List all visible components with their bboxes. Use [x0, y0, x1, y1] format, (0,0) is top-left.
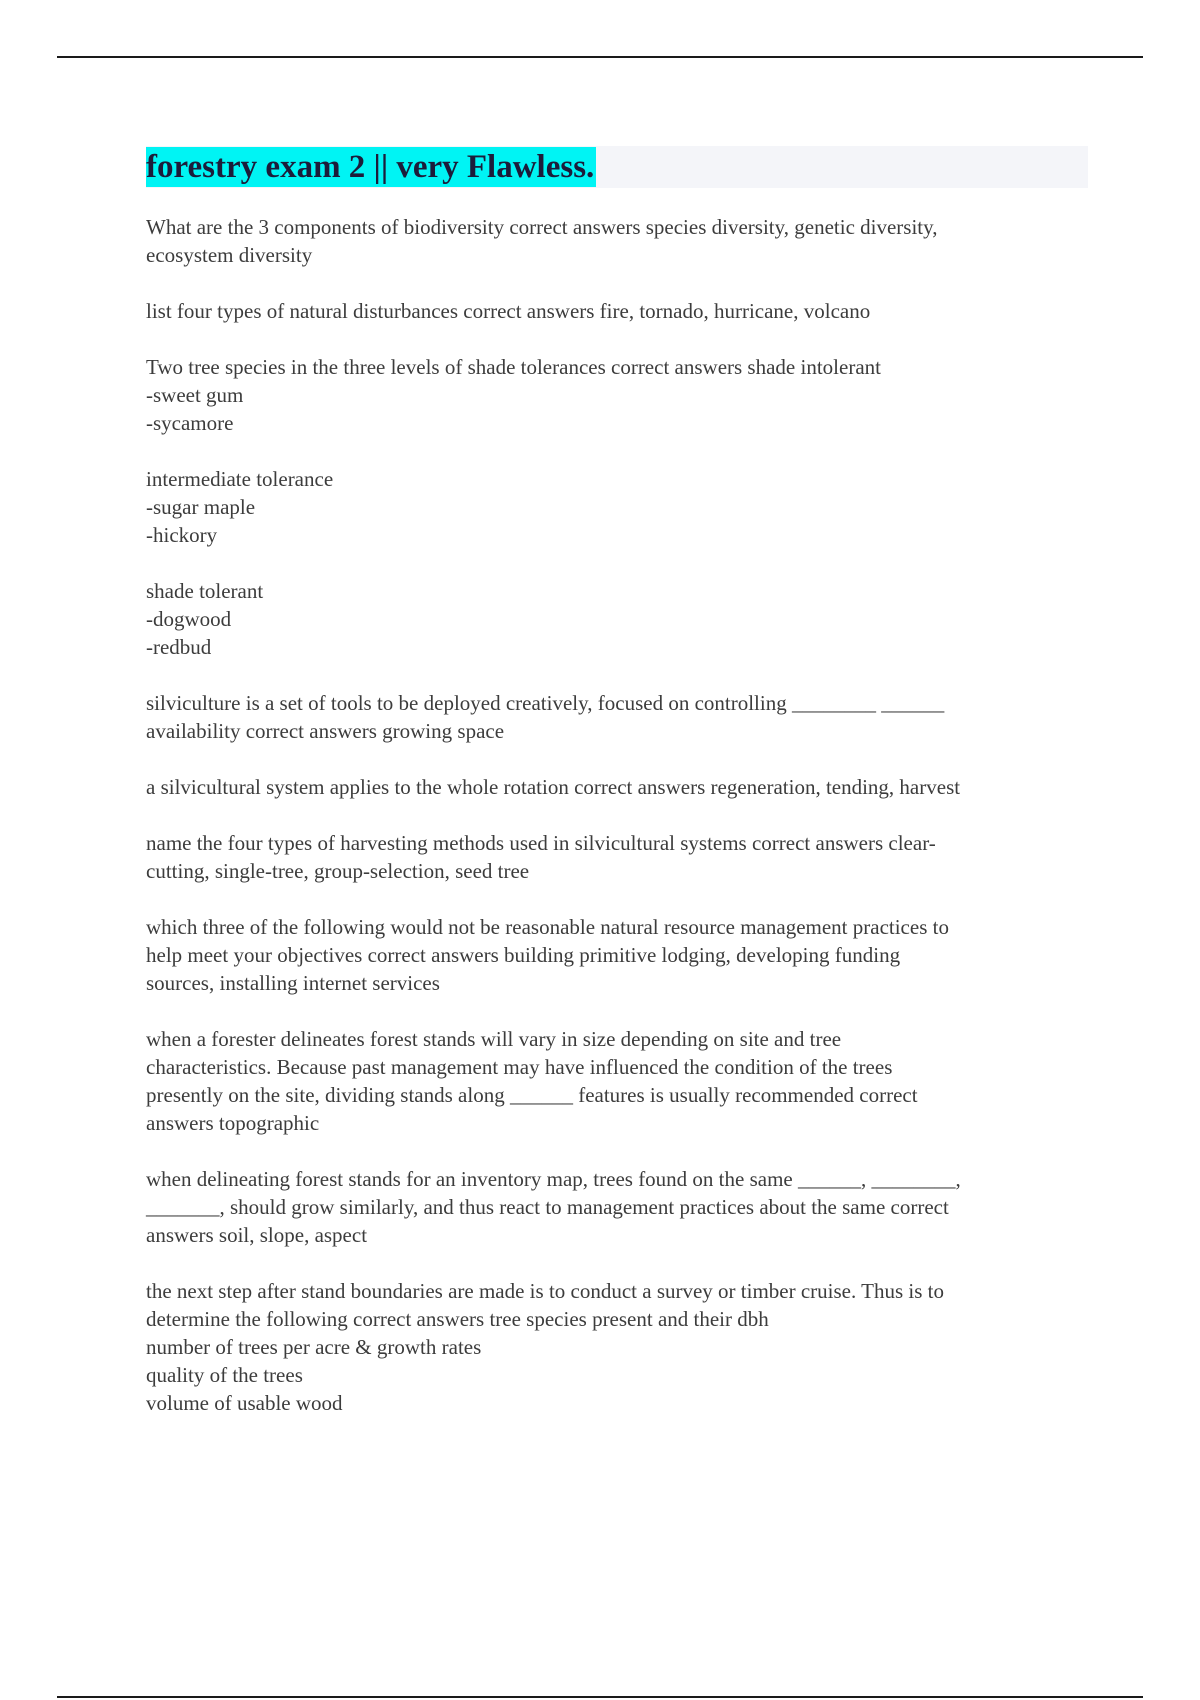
text-line: number of trees per acre & growth rates: [146, 1335, 482, 1359]
text-line: list four types of natural disturbances correct answers fire, tornado, hurricane, volcano: [146, 299, 871, 323]
text-line: sources, installing internet services: [146, 971, 440, 995]
text-line: -hickory: [146, 523, 218, 547]
text-line: determine the following correct answers tree species present and their dbh: [146, 1307, 769, 1331]
text-line: answers topographic: [146, 1111, 320, 1135]
text-line: presently on the site, dividing stands along ______ features is usually recommended correct: [146, 1083, 918, 1107]
text-line: quality of the trees: [146, 1363, 303, 1387]
text-line: Two tree species in the three levels of shade tolerances correct answers shade intolerant: [146, 355, 881, 379]
text-line: -dogwood: [146, 607, 232, 631]
text-line: when a forester delineates forest stands will vary in size depending on site and tree: [146, 1027, 842, 1051]
text-line: name the four types of harvesting methods used in silvicultural systems correct answers clear-: [146, 831, 936, 855]
text-line: help meet your objectives correct answers building primitive lodging, developing funding: [146, 943, 901, 967]
text-line: -sycamore: [146, 411, 234, 435]
qa-paragraph: [146, 829, 1096, 885]
qa-paragraph: [146, 577, 1096, 661]
qa-paragraph: [146, 1025, 1096, 1137]
page-title: forestry exam 2 || very Flawless.: [146, 149, 595, 185]
qa-paragraph: [146, 213, 1096, 269]
qa-paragraph: [146, 353, 1096, 437]
qa-paragraph: [146, 465, 1096, 549]
qa-paragraph: [146, 913, 1096, 997]
text-line: characteristics. Because past management may have influenced the condition of the trees: [146, 1055, 893, 1079]
text-line: ecosystem diversity: [146, 243, 313, 267]
text-line: availability correct answers growing space: [146, 719, 505, 743]
text-line: which three of the following would not be reasonable natural resource management practices to: [146, 915, 949, 939]
qa-paragraph: [146, 297, 1096, 325]
text-line: -redbud: [146, 635, 212, 659]
text-line: cutting, single-tree, group-selection, seed tree: [146, 859, 530, 883]
qa-paragraph: [146, 773, 1096, 801]
text-line: shade tolerant: [146, 579, 264, 603]
text-line: _______, should grow similarly, and thus react to management practices about the same correct: [146, 1195, 949, 1219]
qa-paragraph: [146, 689, 1096, 745]
text-line: silviculture is a set of tools to be deployed creatively, focused on controlling ________ ______: [146, 691, 945, 715]
qa-paragraph: [146, 1165, 1096, 1249]
text-line: intermediate tolerance: [146, 467, 334, 491]
text-line: when delineating forest stands for an inventory map, trees found on the same ______, ________,: [146, 1167, 961, 1191]
document-body: [146, 213, 1096, 1445]
footer-rule: [57, 1696, 1143, 1698]
text-line: -sweet gum: [146, 383, 244, 407]
text-line: volume of usable wood: [146, 1391, 343, 1415]
text-line: the next step after stand boundaries are made is to conduct a survey or timber cruise. Thus is to: [146, 1279, 944, 1303]
header-rule: [57, 56, 1143, 58]
text-line: a silvicultural system applies to the whole rotation correct answers regeneration, tending, harvest: [146, 775, 961, 799]
text-line: -sugar maple: [146, 495, 256, 519]
text-line: What are the 3 components of biodiversity correct answers species diversity, genetic diversity,: [146, 215, 938, 239]
text-line: answers soil, slope, aspect: [146, 1223, 368, 1247]
qa-paragraph: [146, 1277, 1096, 1417]
